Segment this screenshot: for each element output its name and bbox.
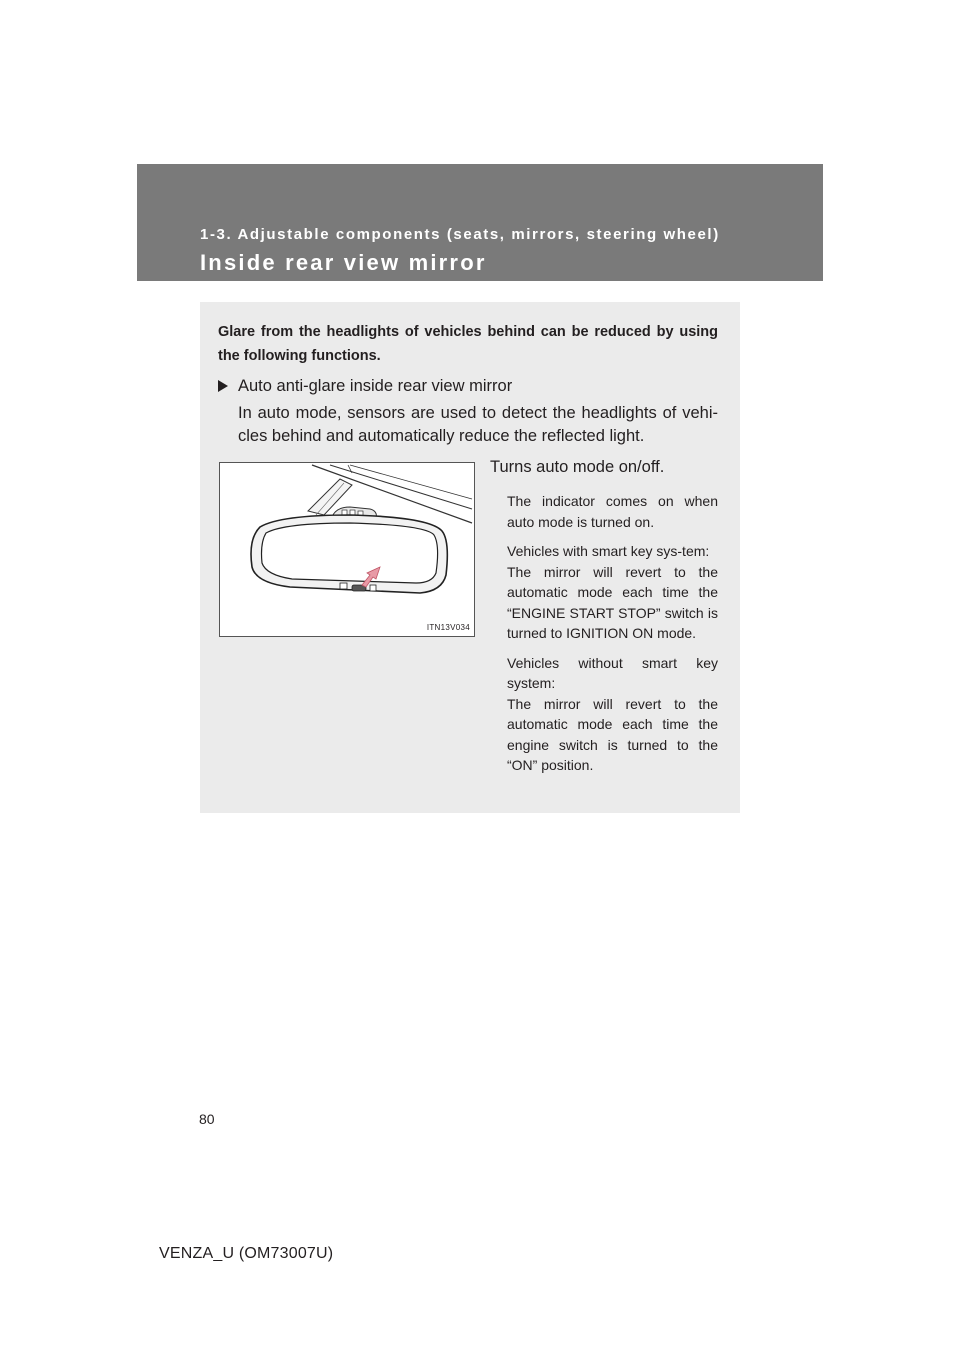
- note-item: The indicator comes on when auto mode is turned on.: [507, 493, 718, 530]
- section-label: 1-3. Adjustable components (seats, mirrors, steering wheel): [200, 226, 720, 243]
- rear-view-mirror-drawing: [220, 463, 474, 636]
- note-item: Vehicles without smart key system: The mirror will revert to the automatic mode each time the engine switch is turned to the “ON” position.: [507, 654, 718, 773]
- bullet-description: In auto mode, sensors are used to detect the headlights of vehi-cles behind and automatically reduce the reflected light.: [238, 404, 718, 445]
- triangle-bullet-icon: [218, 380, 228, 392]
- bullet-label: Auto anti-glare inside rear view mirror: [238, 377, 513, 395]
- bullet-item: [218, 375, 718, 398]
- intro-text: Glare from the headlights of vehicles behind can be reduced by using the following functions.: [218, 324, 718, 364]
- page-number: 80: [199, 1111, 215, 1127]
- content-box: [200, 302, 740, 813]
- mirror-illustration: [219, 462, 475, 637]
- figure-code: ITN13V034: [426, 623, 470, 632]
- note-item: Vehicles with smart key sys-tem: The mirror will revert to the automatic mode each time the “ENGINE START STOP” switch is turned to IGNITION ON mode.: [507, 543, 718, 641]
- document-code: VENZA_U (OM73007U): [159, 1245, 334, 1262]
- section-header-band: [137, 164, 823, 281]
- callout-text: Turns auto mode on/off.: [490, 458, 665, 476]
- callout-column: [490, 455, 718, 785]
- page-title: Inside rear view mirror: [200, 250, 487, 275]
